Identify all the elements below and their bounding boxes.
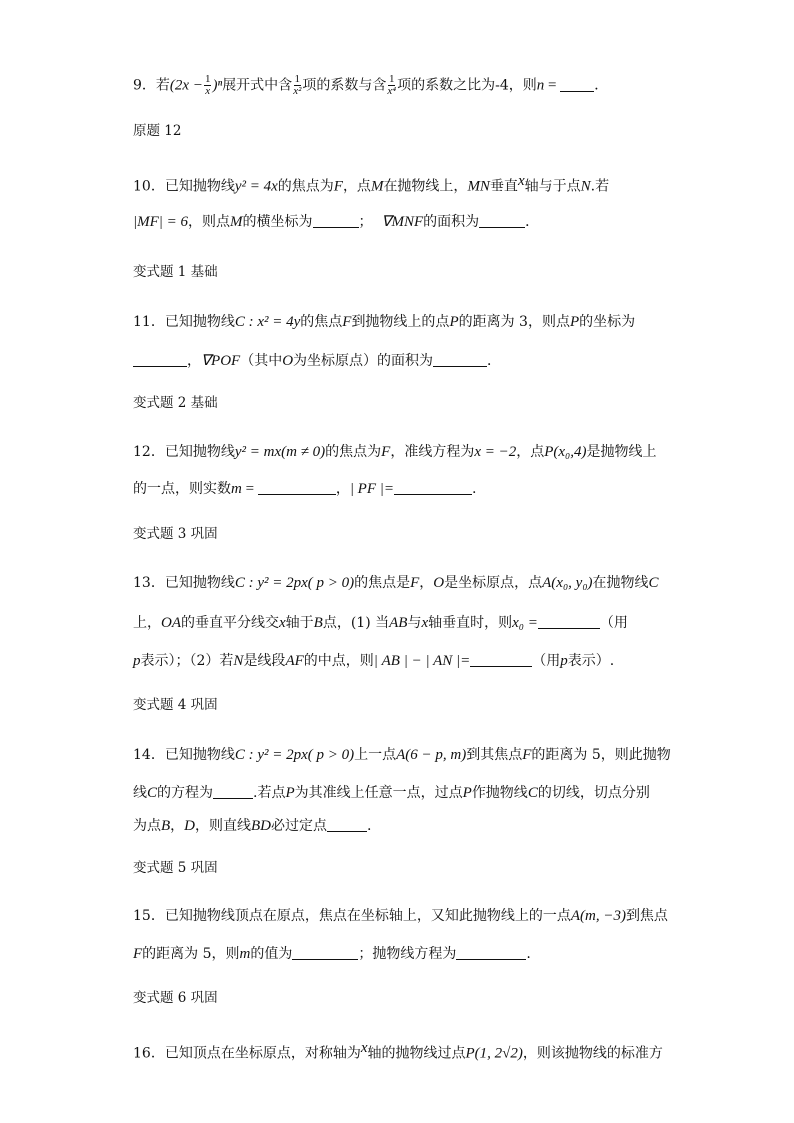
section-label: 变式题 1 基础 <box>133 264 218 280</box>
question-15-line-2: F的距离为 5，则m的值为 ；抛物线方程为 . <box>133 946 531 962</box>
question-10-line-2: |MF| = 6，则点M的横坐标为 ； ∇MNF的面积为 ． <box>133 214 540 230</box>
answer-blank[interactable] <box>538 614 600 629</box>
section-label: 变式题 6 巩固 <box>133 990 218 1006</box>
answer-blank[interactable] <box>313 213 359 228</box>
question-12-line-2: 的一点，则实数m = ，| PF |= . <box>133 481 477 497</box>
question-15-line-1: 15．已知抛物线顶点在原点，焦点在坐标轴上，又知此抛物线上的一点A(m, −3)到焦点 <box>133 908 668 924</box>
fraction-1-over-x2: $\frac{1}{\text{x²}}$ <box>293 73 302 97</box>
fraction-1-over-x4: $\frac{1}{\text{x⁴}}$ <box>387 73 397 97</box>
answer-blank[interactable] <box>479 213 525 228</box>
question-13-line-2: 上，OA的垂直平分线交x轴于B点，(1) 当AB与x轴垂直时，则x₀ = （用 <box>133 615 628 631</box>
section-label: 变式题 2 基础 <box>133 395 218 411</box>
question-14-line-3: 为点B，D，则直线BD必过定点 . <box>133 818 372 834</box>
answer-blank[interactable] <box>292 945 358 960</box>
answer-blank[interactable] <box>433 352 487 367</box>
answer-blank[interactable] <box>470 652 532 667</box>
answer-blank[interactable] <box>456 945 526 960</box>
question-11-line-2: ，∇POF（其中O为坐标原点）的面积为 ． <box>133 351 501 371</box>
question-13-line-3: p表示）；（2）若N是线段AF的中点，则| AB | − | AN |= （用p表示）. <box>133 653 615 669</box>
question-14-line-1: 14．已知抛物线C : y² = 2px( p > 0)上一点A(6 − p, m)到其焦点F的距离为 5，则此抛物 <box>133 747 671 763</box>
answer-blank[interactable] <box>394 480 472 495</box>
question-13-line-1: 13．已知抛物线C : y² = 2px( p > 0)的焦点是F，O是坐标原点，点A(x₀, y₀)在抛物线C <box>133 575 659 591</box>
question-12-line-1: 12．已知抛物线y² = mx(m ≠ 0)的焦点为F，准线方程为x = −2，点P(x₀,4)是抛物线上 <box>133 444 657 460</box>
question-9: 9．若(2x − $\frac{1}{x}$ )ⁿ展开式中含 $\frac{1}{\text{x²}}$ 项的系数与含 $\frac{1}{\text{x⁴}}$ 项的系数之比为-4，则n = ． <box>133 73 609 97</box>
section-label: 变式题 4 巩固 <box>133 697 218 713</box>
question-10-line-1: 10．已知抛物线y² = 4x的焦点为F，点M在抛物线上，MN垂直$^x$轴与于点N.若 <box>133 173 610 195</box>
answer-blank[interactable] <box>213 784 253 799</box>
section-label: 变式题 5 巩固 <box>133 860 218 876</box>
section-label: 原题 12 <box>133 123 182 139</box>
q9-number: 9．若 <box>133 77 170 94</box>
question-11-line-1: 11．已知抛物线C : x² = 4y的焦点F到抛物线上的点P的距离为 3，则点P的坐标为 <box>133 314 636 330</box>
answer-blank[interactable] <box>560 77 594 92</box>
fraction-1-over-x: $\frac{1}{x}$ <box>204 73 211 97</box>
question-16-line-1: 16．已知顶点在坐标原点，对称轴为$^x$轴的抛物线过点P(1, 2√2)，则该抛物线的标准方 <box>133 1040 663 1062</box>
answer-blank[interactable] <box>133 352 187 367</box>
question-14-line-2: 线C的方程为 .若点P为其准线上任意一点，过点P作抛物线C的切线，切点分别 <box>133 785 650 801</box>
answer-blank[interactable] <box>258 480 336 495</box>
section-label: 变式题 3 巩固 <box>133 526 218 542</box>
answer-blank[interactable] <box>327 817 367 832</box>
